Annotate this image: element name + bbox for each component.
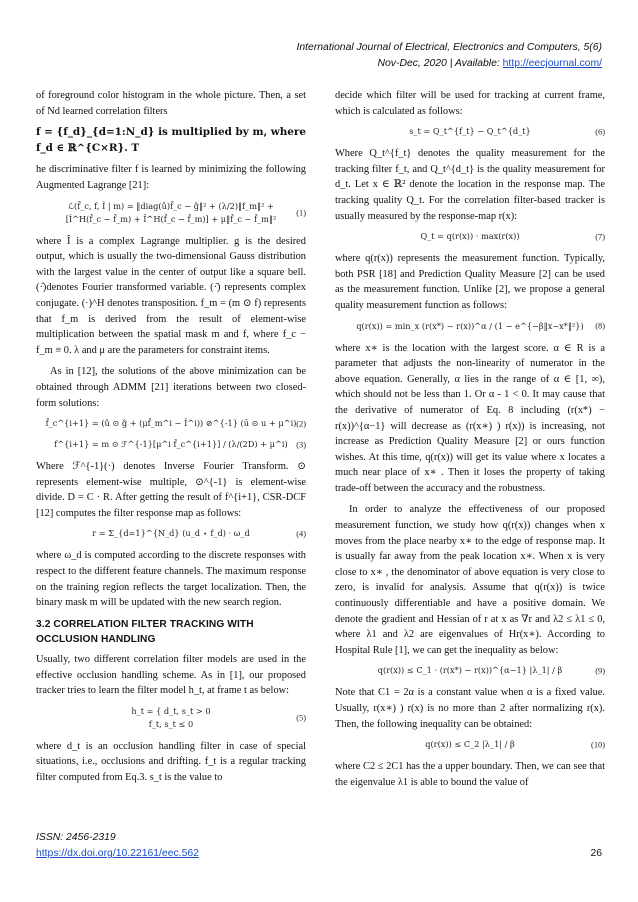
equation-8 — [335, 320, 605, 333]
equation-5-line-1: h_t = { d_t, s_t > 0 — [131, 705, 211, 716]
equation-2-body: f̂_c^{i+1} = (û ⊙ ĝ + (μf̂_m^i − Î^i)) ⊘^{-1} (ū ⊙ u + μ^i) — [45, 418, 297, 429]
page-number: 26 — [590, 848, 602, 859]
equation-3-body: f^{i+1} = m ⊙ ℱ^{-1}[μ^i f̂_c^{i+1}] / (λ/(2D) + μ^i) — [54, 439, 288, 450]
left-paragraph-6: where ω_d is computed according to the discrete responses with respect to the different feature channels. The maximum response on the training region reflects the target localization. Then, the binary mask m will be updated with the new search region. — [36, 550, 306, 609]
right-column — [335, 88, 605, 796]
journal-link[interactable]: http://eecjournal.com/ — [502, 58, 602, 69]
equation-5-number: (5) — [296, 713, 306, 723]
left-paragraph-2: he discriminative filter f is learned by minimizing the following Augmented Lagrange [21]: — [36, 164, 306, 191]
right-paragraph-2: Where Q_t^{f_t} denotes the quality measurement for the tracking filter f_t, and Q_t^{d_t} is the quality measurement for d_t. Let x ∈ ℝ² denote the location in the response map. The tracking quality Q_t. For the correlation filter-based tracker is usually measured by the response-map r(x): — [335, 148, 605, 222]
equation-8-body: q(r(x)) = min_x (r(x*) − r(x))^α / (1 − e^{−β‖x−x*‖²}) — [356, 320, 584, 331]
equation-2-number: (2) — [296, 419, 306, 429]
equation-4-number: (4) — [296, 529, 306, 539]
equation-4-body: r = Σ_{d=1}^{N_d} (u_d ⋆ f_d) · ω_d — [92, 528, 250, 539]
issue-text: Nov-Dec, 2020 | Available: — [377, 58, 503, 69]
equation-6 — [335, 125, 605, 138]
equation-6-body: s_t = Q_t^{f_t} − Q_t^{d_t} — [409, 126, 531, 137]
equation-3 — [36, 438, 306, 451]
equation-7-body: Q_t = q(r(x)) · max(r(x)) — [420, 231, 520, 242]
section-heading: 3.2 CORRELATION FILTER TRACKING WITH OCCLUSION HANDLING — [36, 618, 254, 646]
equation-4 — [36, 527, 306, 540]
right-paragraph-6: Note that C1 = 2α is a constant value when α is a fixed value. Usually, r(x∗) ) r(x) is no more than 2 after normalizing r(x). Then, the following inequality can be obtained: — [335, 687, 605, 730]
equation-9-number: (9) — [595, 666, 605, 676]
doi-link[interactable]: https://dx.doi.org/10.22161/eec.562 — [36, 848, 199, 859]
equation-9 — [335, 664, 605, 677]
equation-2 — [36, 417, 306, 430]
left-column — [36, 88, 306, 792]
right-paragraph-1: decide which filter will be used for tracking at current frame, which is calculated as follows: — [335, 90, 605, 117]
equation-7 — [335, 230, 605, 243]
page-footer — [36, 830, 602, 862]
left-paragraph-8: where d_t is an occlusion handling filter in case of special situations, i.e., occlusions and drifting. f_t is a regular tracking filter computed from Eq.3. s_t is the value to — [36, 740, 306, 783]
right-paragraph-3: where q(r(x)) represents the measurement function. Typically, both PSR [18] and Prediction Quality Measure [2] can be used as the measurement function. Unlike [2], we propose a general quality measurement function as follows: — [335, 253, 605, 311]
equation-10-number: (10) — [591, 740, 605, 750]
journal-title: International Journal of Electrical, Electronics and Computers, 5(6) — [296, 42, 602, 53]
issue-line — [296, 56, 602, 72]
left-paragraph-4: As in [12], the solutions of the above minimization can be obtained through ADMM [21] iterations between two closed-form solutions: — [36, 366, 306, 409]
left-paragraph-1: of foreground color histogram in the whole picture. Then, a set of Nd learned correlation filters — [36, 90, 306, 117]
equation-9-body: q(r(x)) ≤ C_1 · (r(x*) − r(x))^{α−1} |λ_1| / β — [377, 665, 563, 676]
equation-1-line-1: ℒ(f̂_c, f, Î | m) = ‖diag(û)f̂_c − ĝ‖² + (λ/2)‖f_m‖² + — [68, 200, 274, 211]
right-paragraph-7: where C2 ≤ 2C1 has the a upper boundary. Then, we can see that the eigenvalue λ1 is able to bound the value of — [335, 761, 605, 788]
equation-1-number: (1) — [296, 208, 306, 218]
equation-10 — [335, 738, 605, 751]
equation-1-line-2: [Î^H(f̂_c − f̂_m) + Ī^H(f̂_c − f̂_m)] + μ‖f̂_c − f̂_m‖² — [65, 213, 277, 224]
left-paragraph-3: where Î is a complex Lagrange multiplier. g is the desired output, which is usually the two-dimensional Gauss distribution with the largest value in the center of output like a square bell. (·̂)denotes Fourier transformed variable. (·̄) represents complex conjugate. (·)^H denotes transposition. f_m = (m ⊙ f) represents that f_m is derived from the result of element-wise multiplication between the spatial mask m and f, where f_c − f_m ≡ 0. λ and μ are the parameters for constraint items. — [36, 235, 306, 356]
issn: ISSN: 2456-2319 — [36, 832, 116, 843]
right-paragraph-4: where x∗ is the location with the largest score. α ∈ R is a parameter that adjusts the non-linearity of numerator in the above equation. Generally, α lies in the range of α ∈ [1, ∞), which should not be less than 1. Or α - 1 < 0. It may cause that the derivative of numerator of Eq. 8 including (r(x*) − r(x))^{α−1} will decrease as (r(x∗) ) r(x)) is increasing, not increase as Prediction Quality Measure [2] or ours function wishes. At this time, q(r(x)) will get its value where x locates a much near place of x∗ . Then it loses the property of taking trade-off between the accuracy and the robustness. — [335, 342, 605, 494]
filter-set-definition: f = {f_d}_{d=1:N_d} is multiplied by m, where f_d ∈ ℝ^{C×R}. T — [36, 126, 306, 154]
equation-6-number: (6) — [595, 127, 605, 137]
equation-8-number: (8) — [595, 321, 605, 331]
equation-5-line-2: f_t, s_t ≤ 0 — [148, 718, 194, 729]
equation-7-number: (7) — [595, 232, 605, 242]
equation-10-body: q(r(x)) ≤ C_2 |λ_1| / β — [425, 739, 515, 750]
left-paragraph-7: Usually, two different correlation filter models are used in the effective occlusion handling scheme. As in [1], our proposed tracker tries to learn the filter model h_t, at frame t as below: — [36, 654, 306, 697]
equation-3-number: (3) — [296, 440, 306, 450]
right-paragraph-5: In order to analyze the effectiveness of our proposed measurement function, we study how q(r(x)) changes when x moves from the place nearby x∗ to the edge of response map. It is usually far away from the peak location x∗. When x is very close to x∗ , the denominator of above equation is very close to zero, is invalid for analysis. Assume that q(r(x)) is twice continuously differentiable and have a positive domain. We denote the gradient and Hessian of r at x as ∇r and λ2 ≤ λ1 ≤ 0, where λ1 and λ2 are eigenvalues of Hr(x∗). According to Hospital Rule [1], we can get the inequality as below: — [335, 504, 605, 656]
left-paragraph-5: Where ℱ^{-1}(·) denotes Inverse Fourier Transform. ⊙ represents element-wise multiple, ⊙^{-1} is element-wise divide. D = C · R. After getting the result of f^{i+1}, CSR-DCF [12] computes the filter response map as follows: — [36, 461, 306, 519]
equation-1 — [36, 200, 306, 226]
equation-5 — [36, 705, 306, 731]
running-header — [296, 40, 602, 72]
